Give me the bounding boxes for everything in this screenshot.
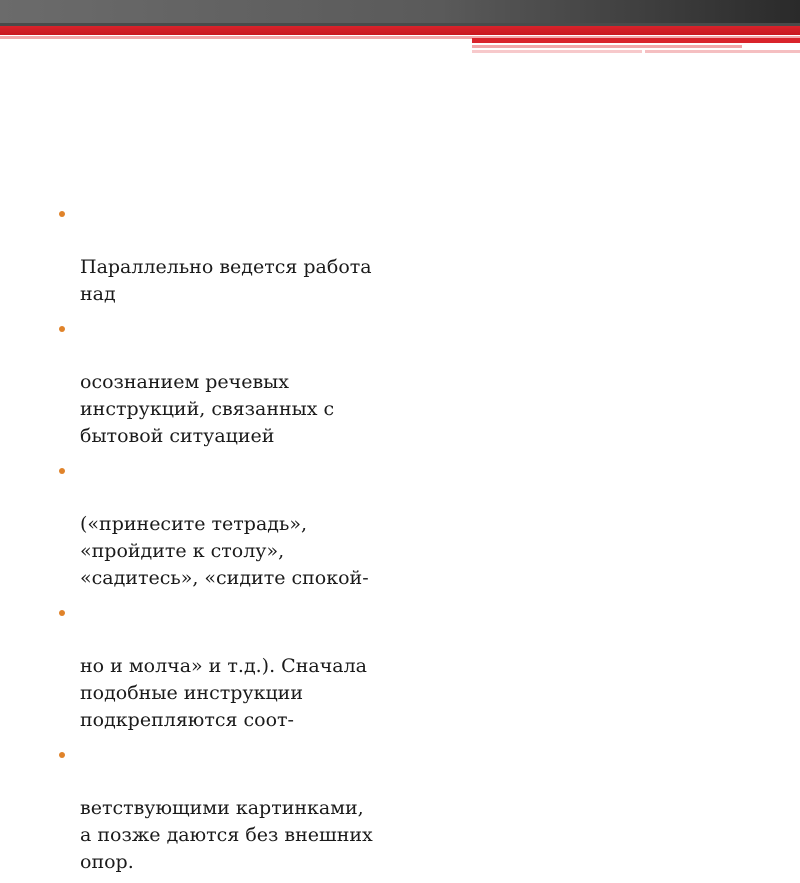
orange-dot-icon xyxy=(59,468,65,474)
bullet-text: но и молча» и т.д.). Сначала подобные инструкции подкрепляются соот- xyxy=(80,655,367,731)
orange-dot-icon xyxy=(59,610,65,616)
bullet-text: ветствующими картинками, а позже даются без внешних опор. xyxy=(80,797,373,873)
orange-dot-icon xyxy=(59,211,65,217)
bullet-list xyxy=(58,200,398,876)
pink-stripe-right-end xyxy=(645,50,800,53)
pink-stripe-right xyxy=(472,45,742,48)
header-band xyxy=(0,0,800,26)
red-stripe-right xyxy=(472,38,800,43)
bullet-item xyxy=(58,741,398,876)
orange-dot-icon xyxy=(59,326,65,332)
bullet-item xyxy=(58,599,398,734)
bullet-item xyxy=(58,315,398,450)
bullet-text: осознанием речевых инструкций, связанных с бытовой ситуацией xyxy=(80,371,335,447)
bullet-text: («принесите тетрадь», «пройдите к столу», «садитесь», «сидите спокой- xyxy=(80,513,369,589)
orange-dot-icon xyxy=(59,752,65,758)
bullet-item xyxy=(58,457,398,592)
bullet-text: Параллельно ведется работа над xyxy=(80,256,372,305)
bullet-item xyxy=(58,200,398,308)
slide-body xyxy=(58,200,398,883)
pink-stripe-right-lower xyxy=(472,50,642,53)
red-stripe xyxy=(0,26,800,35)
